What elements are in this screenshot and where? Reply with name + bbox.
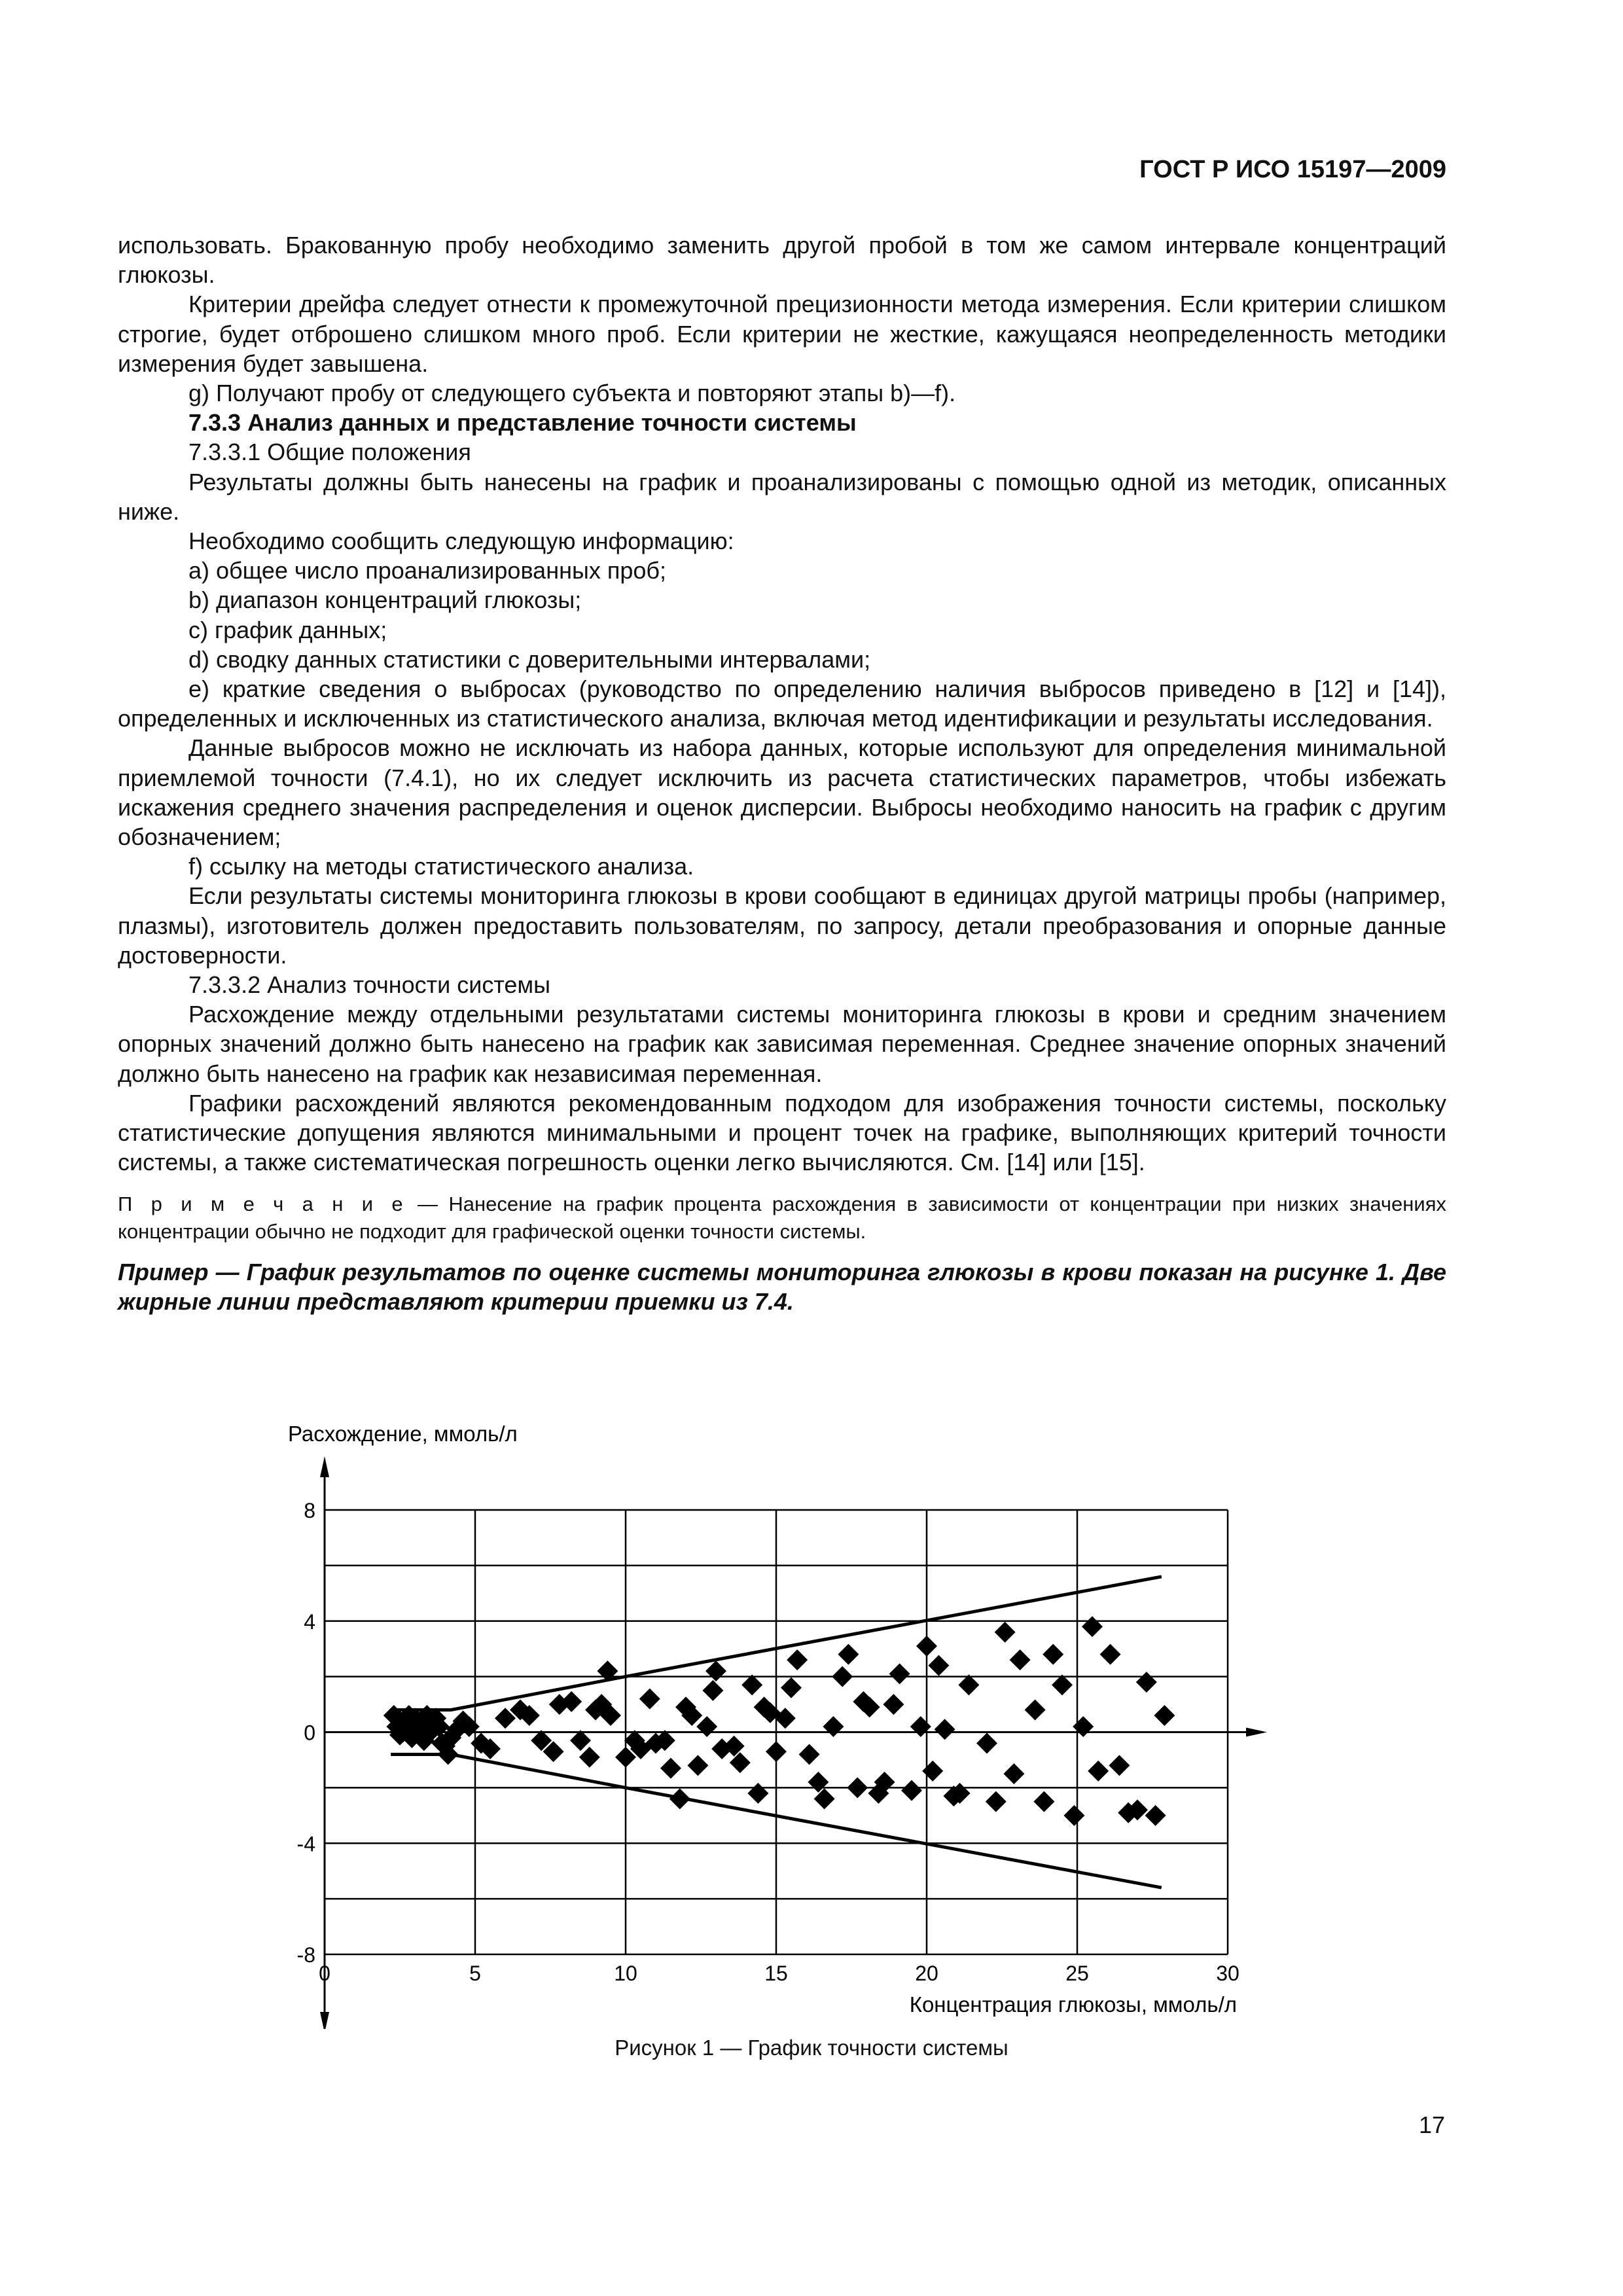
- data-point: [838, 1644, 859, 1665]
- data-point: [1136, 1672, 1157, 1693]
- data-point: [1033, 1791, 1054, 1812]
- paragraph: e) краткие сведения о выбросах (руководство по определению наличия выбросов приведено в [12] и [14]), определенных и исключенных из статистического анализа, включая метод идентификации и результаты исследования.: [118, 675, 1446, 732]
- data-point: [808, 1772, 829, 1793]
- paragraph: использовать. Бракованную пробу необходимо заменить другой пробой в том же самом интервале концентраций глюкозы.: [118, 232, 1446, 289]
- y-axis-arrow-down: [320, 2012, 329, 2029]
- accuracy-scatter-plot: [249, 1414, 1270, 2029]
- data-point: [639, 1689, 660, 1710]
- x-axis-label: Концентрация глюкозы, ммоль/л: [909, 1992, 1237, 2017]
- figure-caption: Рисунок 1 — График точности системы: [615, 2036, 1008, 2060]
- note-label: П р и м е ч а н и е: [118, 1192, 407, 1215]
- note-text: — Нанесение на график процента расхождения в зависимости от концентрации при низких значениях концентрации обычно не подходит для графической оценки точности системы.: [118, 1192, 1446, 1243]
- data-point: [1043, 1644, 1063, 1665]
- data-point: [705, 1660, 726, 1681]
- x-tick-label: 10: [614, 1962, 637, 1985]
- data-point: [669, 1788, 690, 1809]
- data-point: [570, 1730, 591, 1751]
- data-point: [928, 1655, 949, 1676]
- y-tick-label: 0: [304, 1721, 315, 1745]
- data-point: [847, 1777, 868, 1798]
- paragraph: 7.3.3.1 Общие положения: [188, 439, 471, 466]
- data-point: [1145, 1805, 1166, 1826]
- paragraph: Расхождение между отдельными результатами системы мониторинга глюкозы в крови и средним значением опорных значений должно быть нанесено на график как зависимая переменная. Среднее значение опорных значений должно быть нанесено на график как независимая переменная.: [118, 1001, 1446, 1087]
- data-point: [1010, 1649, 1031, 1670]
- figure-1-chart: [249, 1414, 1270, 2029]
- data-point: [1073, 1716, 1094, 1737]
- paragraph: b) диапазон концентраций глюкозы;: [188, 586, 582, 614]
- y-tick-label: -4: [296, 1832, 315, 1856]
- data-point: [1003, 1763, 1024, 1784]
- data-point: [1052, 1674, 1073, 1695]
- data-point: [910, 1716, 931, 1737]
- data-point: [741, 1674, 762, 1695]
- data-point: [935, 1719, 955, 1740]
- y-tick-label: 8: [304, 1499, 315, 1522]
- data-point: [730, 1752, 751, 1773]
- data-point: [579, 1747, 600, 1768]
- data-point: [660, 1758, 681, 1779]
- data-point: [995, 1622, 1016, 1643]
- note-paragraph: [118, 1191, 1446, 1246]
- data-point: [702, 1680, 723, 1701]
- data-point: [1063, 1805, 1084, 1826]
- paragraph: Данные выбросов можно не исключать из набора данных, которые используют для определения минимальной приемлемой точности (7.4.1), но их следует исключить из расчета статистических параметров, чтобы избежать искажения среднего значения распределения и оценок дисперсии. Выбросы необходимо наносить на график с другим обозначением;: [118, 734, 1446, 851]
- y-tick-label: -8: [296, 1943, 315, 1967]
- x-tick-label: 0: [319, 1962, 330, 1985]
- data-point: [1109, 1755, 1130, 1776]
- data-point: [766, 1741, 787, 1762]
- data-point: [814, 1788, 835, 1809]
- x-tick-label: 25: [1065, 1962, 1089, 1985]
- document-body: [118, 230, 1446, 1316]
- data-point: [787, 1649, 808, 1670]
- data-point: [1082, 1616, 1103, 1637]
- data-point: [1100, 1644, 1121, 1665]
- section-heading: 7.3.3 Анализ данных и представление точности системы: [188, 409, 857, 437]
- paragraph: Необходимо сообщить следующую информацию:: [188, 528, 734, 555]
- paragraph-list: [118, 230, 1446, 1177]
- y-axis-arrow-up: [320, 1456, 329, 1477]
- data-point: [1025, 1700, 1046, 1721]
- paragraph: 7.3.3.2 Анализ точности системы: [188, 971, 551, 999]
- data-point: [781, 1677, 802, 1698]
- paragraph: Критерии дрейфа следует отнести к промежуточной прецизионности метода измерения. Если критерии слишком строгие, будет отброшено слишком много проб. Если критерии не жесткие, кажущаяся неопределенность методики измерения будет завышена.: [118, 291, 1446, 377]
- data-point: [883, 1694, 904, 1715]
- data-point: [1154, 1705, 1175, 1726]
- page-number: 17: [1418, 2111, 1445, 2138]
- data-point: [976, 1732, 997, 1753]
- data-point: [901, 1780, 922, 1801]
- paragraph: Графики расхождений являются рекомендованным подходом для изображения точности системы, поскольку статистические допущения являются минимальными и процент точек на графике, выполняющих критерий точности системы, а также систематическая погрешность оценки легко вычисляются. См. [14] или [15].: [118, 1089, 1446, 1176]
- data-point: [922, 1761, 943, 1782]
- data-point: [832, 1666, 853, 1687]
- y-tick-label: 4: [304, 1609, 315, 1634]
- paragraph: d) сводку данных статистики с доверительными интервалами;: [188, 645, 871, 673]
- paragraph: g) Получают пробу от следующего субъекта и повторяют этапы b)—f).: [188, 380, 956, 407]
- paragraph: a) общее число проанализированных проб;: [188, 557, 666, 584]
- data-point: [1088, 1761, 1109, 1782]
- example-paragraph: Пример — График результатов по оценке системы мониторинга глюкозы в крови показан на рисунке 1. Две жирные линии представляют критерии приемки из 7.4.: [118, 1258, 1446, 1315]
- paragraph: Если результаты системы мониторинга глюкозы в крови сообщают в единицах другой матрицы пробы (например, плазмы), изготовитель должен предоставить пользователям, по запросу, детали преобразования и опорные данные достоверности.: [118, 882, 1446, 969]
- x-tick-label: 20: [915, 1962, 938, 1985]
- data-point: [986, 1791, 1007, 1812]
- data-point: [747, 1783, 768, 1804]
- data-point: [889, 1663, 910, 1684]
- data-point: [958, 1674, 979, 1695]
- data-point: [916, 1636, 937, 1657]
- x-tick-label: 15: [764, 1962, 788, 1985]
- y-axis-label: Расхождение, ммоль/л: [288, 1422, 518, 1446]
- data-point: [823, 1716, 844, 1737]
- paragraph: Результаты должны быть нанесены на график и проанализированы с помощью одной из методик, описанных ниже.: [118, 468, 1446, 525]
- paragraph: f) ссылку на методы статистического анализа.: [188, 853, 694, 880]
- data-point: [799, 1744, 820, 1765]
- data-point: [696, 1716, 717, 1737]
- data-point: [687, 1755, 708, 1776]
- standard-header: ГОСТ Р ИСО 15197—2009: [1139, 156, 1446, 183]
- paragraph: c) график данных;: [188, 616, 387, 643]
- x-tick-label: 5: [469, 1962, 481, 1985]
- x-axis-arrow: [1246, 1728, 1267, 1737]
- x-tick-label: 30: [1216, 1962, 1240, 1985]
